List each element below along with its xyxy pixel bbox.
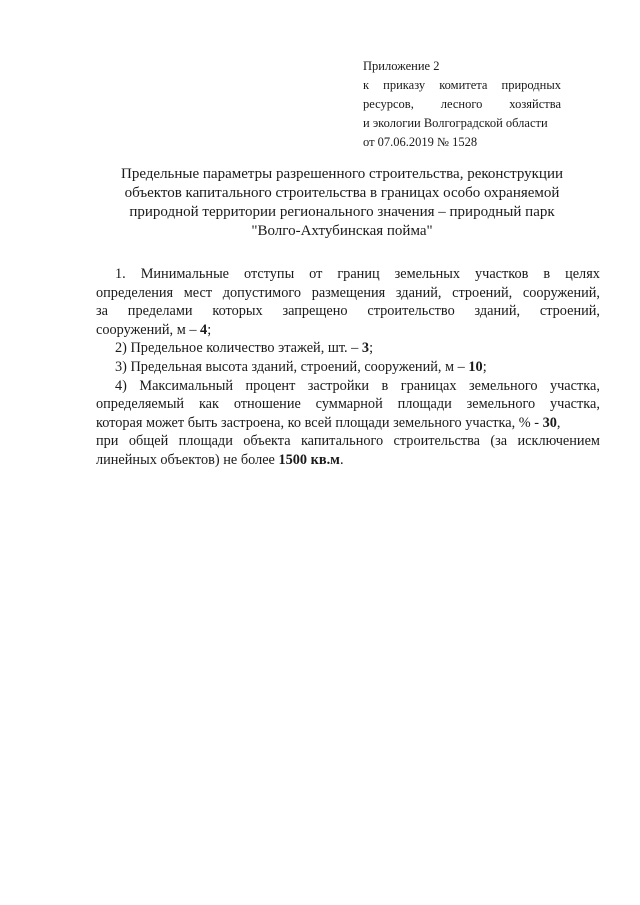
word: от xyxy=(309,266,323,282)
word: в xyxy=(381,377,389,394)
word: отступы xyxy=(243,266,295,282)
item-4-line-5 xyxy=(96,451,600,470)
word: допустимого xyxy=(222,284,302,301)
item-3-text: 3) Предельная высота зданий, строений, сооружений, м – xyxy=(115,358,469,375)
word: как xyxy=(198,396,219,413)
punct: ; xyxy=(207,321,212,338)
item-1-value: 4 xyxy=(200,321,208,338)
word: земельных xyxy=(394,266,461,282)
appendix-line-3 xyxy=(363,95,561,114)
item-1-line-1 xyxy=(96,265,600,284)
word: 1. xyxy=(115,266,126,282)
word: границах xyxy=(400,377,457,394)
word: к xyxy=(363,78,370,92)
item-4-line-2 xyxy=(96,395,600,414)
item-4-value: 30 xyxy=(542,414,557,431)
word: которых xyxy=(212,303,263,320)
appendix-line-2 xyxy=(363,76,561,95)
item-1-line-2 xyxy=(96,284,600,303)
word: строений, xyxy=(539,303,600,320)
item-4-text-2: линейных объектов) не более xyxy=(96,451,279,468)
word: объекта xyxy=(243,433,291,450)
word: исключением xyxy=(517,433,600,450)
word: земельного xyxy=(469,377,538,394)
word: запрещено xyxy=(282,303,348,320)
word: участка, xyxy=(549,377,600,394)
document-body xyxy=(96,265,600,470)
appendix-order-date: от 07.06.2019 № 1528 xyxy=(363,135,478,149)
punct: , xyxy=(556,414,561,431)
word: лесного xyxy=(440,97,483,111)
item-4-text: которая может быть застроена, ко всей площади земельного участка, % - xyxy=(96,414,543,431)
item-2 xyxy=(96,339,600,358)
item-4-area-value: 1500 кв.м xyxy=(278,451,340,468)
word: участка, xyxy=(549,396,600,413)
title-line-2: объектов капитального строительства в границах особо охраняемой xyxy=(124,185,560,201)
appendix-header xyxy=(363,57,561,152)
word: определяемый xyxy=(96,396,185,413)
word: участков xyxy=(474,266,529,282)
word: размещения xyxy=(311,284,386,301)
word: комитета xyxy=(439,78,488,92)
appendix-line-4: и экологии Волгоградской области xyxy=(363,116,548,130)
item-1-line-4 xyxy=(96,321,600,340)
punct: ; xyxy=(482,358,487,375)
word: природных xyxy=(501,78,561,92)
word: суммарной xyxy=(315,396,383,413)
word: (за xyxy=(490,433,508,450)
word: в xyxy=(543,266,551,282)
word: Минимальные xyxy=(140,266,230,282)
word: общей xyxy=(128,433,169,450)
item-3 xyxy=(96,358,600,377)
document-title xyxy=(90,165,594,241)
word: определения xyxy=(96,284,174,301)
item-1-line-3 xyxy=(96,302,600,321)
word: приказу xyxy=(383,78,426,92)
word: зданий, xyxy=(474,303,521,320)
appendix-number: Приложение 2 xyxy=(363,59,440,73)
word: площади xyxy=(178,433,233,450)
word: целях xyxy=(565,266,600,282)
word: Максимальный xyxy=(139,377,234,394)
word: строительства xyxy=(393,433,480,450)
item-4-line-3 xyxy=(96,414,600,433)
item-2-value: 3 xyxy=(361,340,370,357)
punct: ; xyxy=(369,340,374,357)
word: ресурсов, xyxy=(363,97,414,111)
title-line-1: Предельные параметры разрешенного строительства, реконструкции xyxy=(120,166,563,182)
word: застройки xyxy=(307,377,370,394)
word: мест xyxy=(183,284,213,301)
word: хозяйства xyxy=(509,97,561,111)
word: границ xyxy=(337,266,380,282)
title-line-4: "Волго-Ахтубинская пойма" xyxy=(251,223,433,239)
title-line-3: природной территории регионального значения – природный парк xyxy=(129,204,555,220)
word: отношение xyxy=(233,396,301,413)
punct: . xyxy=(339,451,344,468)
word: 4) xyxy=(115,377,127,394)
word: земельного xyxy=(466,396,536,413)
word: зданий, xyxy=(395,284,442,301)
word: строительство xyxy=(367,303,455,320)
item-3-value: 10 xyxy=(468,358,483,375)
word: площади xyxy=(397,396,452,413)
item-1-text: сооружений, м – xyxy=(96,321,201,338)
item-4-line-1 xyxy=(96,377,600,396)
word: пределами xyxy=(127,303,193,320)
word: строений, xyxy=(452,284,513,301)
word: за xyxy=(96,303,108,320)
item-2-text: 2) Предельное количество этажей, шт. – xyxy=(115,340,362,357)
item-4-line-4 xyxy=(96,432,600,451)
word: при xyxy=(96,433,119,450)
word: процент xyxy=(245,377,296,394)
word: сооружений, xyxy=(522,284,600,301)
word: капитального xyxy=(300,433,384,450)
